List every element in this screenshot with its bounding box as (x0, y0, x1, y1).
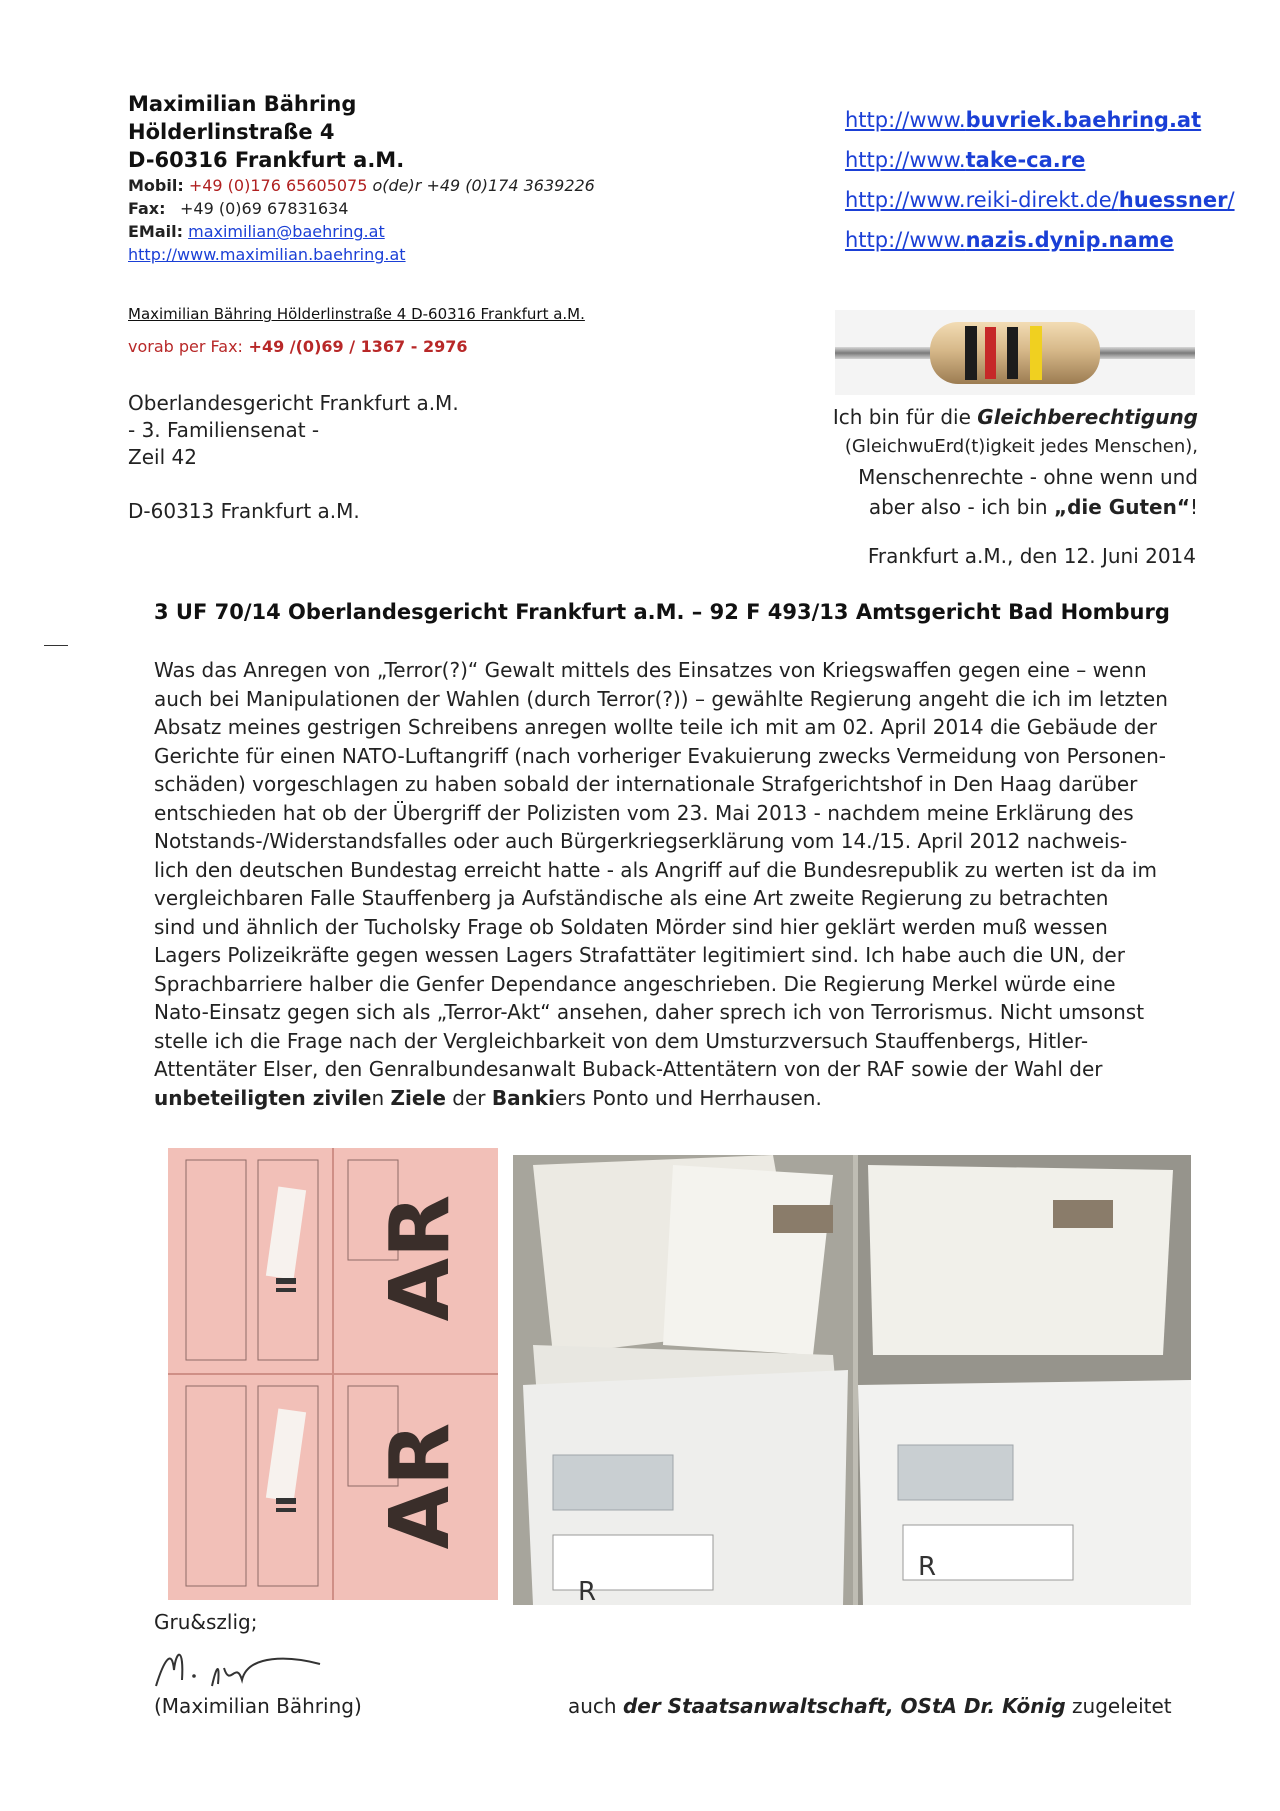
sender-name: Maximilian Bähring (128, 92, 357, 116)
body-line: entschieden hat ob der Übergriff der Polizisten vom 23. Mai 2013 - nachdem meine Erklärung des (154, 800, 1134, 825)
body-line: Attentäter Elser, den Genralbundesanwalt Buback-Attentätern von der RAF sowie der Wahl der (154, 1057, 1103, 1081)
mobile-number-1: +49 (0)176 65605075 (188, 176, 368, 195)
mobile-or: o(de)r (372, 176, 422, 195)
sender-mobile (128, 174, 688, 197)
body-line: auch bei Manipulationen der Wahlen (durch Terror(?)) – gewählte Regierung angeht die ich im letzten (154, 686, 1168, 711)
sender-city: D-60316 Frankfurt a.M. (128, 148, 405, 172)
recipient-line-1: Oberlandesgericht Frankfurt a.M. (128, 391, 459, 415)
signatory-name: (Maximilian Bähring) (154, 1694, 362, 1718)
body-line: Absatz meines gestrigen Schreibens anregen wollte teile ich mit am 02. April 2014 die Gebäude der (154, 715, 1157, 739)
body-line: Lagers Polizeikräfte gegen wessen Lagers Strafattäter legitimiert sind. Ich habe auch die UN, der (154, 943, 1125, 967)
subject-line: 3 UF 70/14 Oberlandesgericht Frankfurt a.M. – 92 F 493/13 Amtsgericht Bad Homburg (154, 600, 1170, 624)
external-links (845, 100, 1265, 260)
body-line: stelle ich die Frage nach der Vergleichbarkeit von dem Umsturzversuch Stauffenbergs, Hitler- (154, 1028, 1089, 1053)
return-address-line: Maximilian Bähring Hölderlinstraße 4 D-60316 Frankfurt a.M. (128, 305, 585, 323)
mobile-label: Mobil: (128, 176, 184, 195)
recipient-line-4: D-60313 Frankfurt a.M. (128, 499, 360, 523)
greeting: Gru&szlig; (154, 1610, 258, 1634)
body-line: vergleichbaren Falle Stauffenberg ja Aufständische als eine Art zweite Regierung zu betrachten (154, 886, 1109, 910)
ar-stamp-text: AR (373, 1194, 468, 1322)
registered-mark: R (918, 1552, 937, 1582)
body-line: Gerichte für einen NATO-Luftangriff (nach vorheriger Evakuierung zwecks Vermeidung von Personen- (154, 743, 1166, 768)
body-line: Sprachbarriere halber die Genfer Dependance angeschrieben. Die Regierung Merkel würde eine (154, 971, 1116, 996)
body-line-last: unbeteiligten zivilen Ziele der Bankiers Ponto und Herrhausen. (154, 1085, 822, 1110)
email-link[interactable]: maximilian@baehring.at (188, 222, 385, 241)
letter-date: Frankfurt a.M., den 12. Juni 2014 (867, 544, 1196, 568)
recipient-line-3: Zeil 42 (128, 445, 197, 469)
body-line: Was das Anregen von „Terror(?)“ Gewalt mittels des Einsatzes von Kriegswaffen gegen eine – wenn (154, 658, 1147, 682)
body-line: schäden) vorgeschlagen zu haben sobald der internationale Strafgerichtshof in Den Haag darüber (154, 772, 1138, 796)
advance-fax-line (128, 337, 467, 356)
recipient-line-2: - 3. Familiensenat - (128, 418, 320, 442)
email-label: EMail: (128, 222, 184, 241)
resistor-image (835, 310, 1195, 395)
ar-receipts-photo (168, 1148, 498, 1600)
letter-body (154, 656, 1194, 1112)
body-line: sind und ähnlich der Tucholsky Frage ob Soldaten Mörder sind hier geklärt werden muß wessen (154, 914, 1108, 939)
link-reiki[interactable]: http://www.reiki-direkt.de/huessner/ (845, 188, 1235, 212)
link-nazis[interactable]: http://www.nazis.dynip.name (845, 228, 1174, 252)
registered-mark: R (578, 1577, 597, 1605)
mobile-number-2: +49 (0)174 3639226 (426, 176, 595, 195)
motto-line-3: Menschenrechte - ohne wenn und (858, 465, 1198, 489)
sender-website (128, 243, 688, 266)
link-buvriek[interactable]: http://www.buvriek.baehring.at (845, 108, 1202, 132)
sender-street: Hölderlinstraße 4 (128, 120, 335, 144)
letters-envelopes-photo (513, 1155, 1191, 1605)
recipient-address (128, 390, 459, 525)
fax-number: +49 (0)69 67831634 (180, 199, 349, 218)
advance-fax-number: +49 /(0)69 / 1367 - 2976 (248, 337, 468, 356)
advance-fax-label: vorab per Fax: (128, 337, 243, 356)
cc-note: auch der Staatsanwaltschaft, OStA Dr. König zugeleitet (568, 1694, 1172, 1718)
body-line: Nato-Einsatz gegen sich als „Terror-Akt“ ansehen, daher sprech ich von Terrorismus. Nicht umsonst (154, 1000, 1145, 1024)
motto-block (780, 402, 1198, 522)
website-link[interactable]: http://www.maximilian.baehring.at (128, 245, 406, 264)
sender-fax (128, 197, 688, 220)
sender-email (128, 220, 688, 243)
ar-stamp-text: AR (373, 1422, 468, 1550)
body-line: lich den deutschen Bundestag erreicht hatte - als Angriff auf die Bundesrepublik zu werten ist da im (154, 857, 1157, 882)
fax-label: Fax: (128, 199, 166, 218)
link-take-care[interactable]: http://www.take-ca.re (845, 148, 1086, 172)
fold-mark (44, 645, 68, 646)
handwritten-signature (150, 1640, 350, 1700)
body-line: Notstands-/Widerstandsfalles oder auch Bürgerkriegserklärung vom 14./15. April 2012 nachweis- (154, 829, 1128, 853)
motto-line-2: (GleichwuErd(t)igkeit jedes Menschen), (844, 436, 1198, 457)
motto-line-4: aber also - ich bin „die Guten“! (868, 495, 1198, 519)
sender-block (128, 90, 688, 266)
motto-line-1: Ich bin für die Gleichberechtigung (832, 405, 1198, 429)
